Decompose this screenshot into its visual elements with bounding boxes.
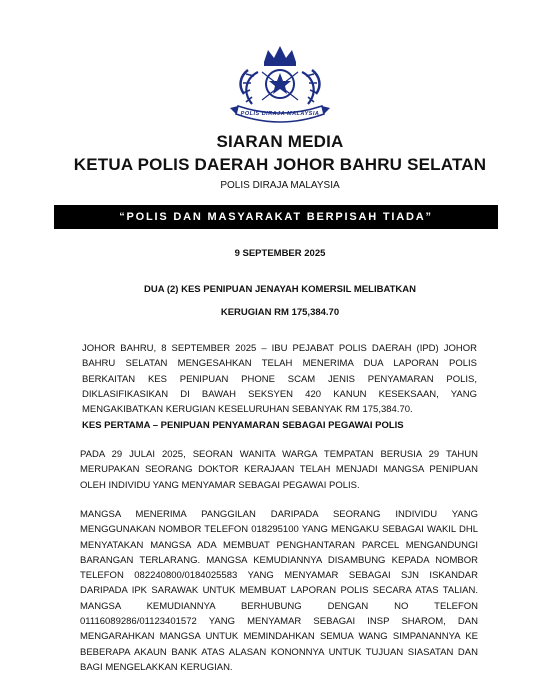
release-date: 9 SEPTEMBER 2025 [234, 248, 326, 259]
case1-paragraph-1: PADA 29 JULAI 2025, SEORAN WANITA WARGA TEMPATAN BERUSIA 29 TAHUN MERUPAKAN SEORANG DOKTOR KERAJAAN TELAH MENJADI MANGSA PENIPUAN OLEH INDIVIDU YANG MENYAMAR SEBAGAI PEGAWAI POLIS. [80, 449, 478, 491]
case1-heading: KES PERTAMA – PENIPUAN PENYAMARAN SEBAGAI PEGAWAI POLIS [82, 420, 404, 431]
organization-name: POLIS DIRAJA MALAYSIA [220, 180, 340, 191]
case1-paragraph-2: MANGSA MENERIMA PANGGILAN DARIPADA SEORANG INDIVIDU YANG MENGGUNAKAN NOMBOR TELEFON 018295100 YANG MENGAKU SEBAGAI WAKIL DHL MENYATAKAN MANGSA ADA MEMBUAT PENGHANTARAN PARCEL MENGANDUNGI BARANGAN TERLARANG. MANGSA KEMUDIANNYA DISAMBUNG KEPADA NOMBOR TELEFON 082240800/0184025583 YANG MENYAMAR SEBAGAI SJN ISKANDAR DARIPADA IPK SARAWAK UNTUK MEMBUAT LAPORAN POLIS SECARA ATAS TALIAN. MANGSA KEMUDIANNYA BERHUBUNG DENGAN NO TELEFON 01116089286/01123401572 YANG MENYAMAR SEBAGAI INSP SHAROM, DAN MENGARAHKAN MANGSA UNTUK MEMINDAHKAN SEMUA WANG SIMPANANNYA KE BEBERAPA AKAUN BANK ATAS ALASAN KONONNYA UNTUK TUJUAN SIASATAN DAN BAGI MENGELAKKAN KERUGIAN. [80, 509, 478, 673]
intro-paragraph: JOHOR BAHRU, 8 SEPTEMBER 2025 – IBU PEJABAT POLIS DAERAH (IPD) JOHOR BAHRU SELATAN MENGESAHKAN TELAH MENERIMA DUA LAPORAN POLIS BERKAITAN KES PENIPUAN PHONE SCAM JENIS PENYAMARAN POLIS, DIKLASIFIKASIKAN DI BAWAH SEKSYEN 420 KANUN KESEKSAAN, YANG MENGAKIBATKAN KERUGIAN KESELURUHAN SEBANYAK RM 175,384.70. [82, 343, 477, 416]
motto-text: “POLIS DAN MASYARAKAT BERPISAH TIADA” [119, 211, 433, 223]
crest-motto: POLIS DIRAJA MALAYSIA [240, 111, 320, 117]
page-title: SIARAN MEDIA [216, 132, 344, 151]
page-subtitle-office: KETUA POLIS DAERAH JOHOR BAHRU SELATAN [73, 155, 487, 174]
headline-line2: KERUGIAN RM 175,384.70 [220, 307, 340, 318]
motto-banner [54, 205, 498, 229]
headline-line1: DUA (2) KES PENIPUAN JENAYAH KOMERSIL MELIBATKAN [143, 284, 417, 295]
